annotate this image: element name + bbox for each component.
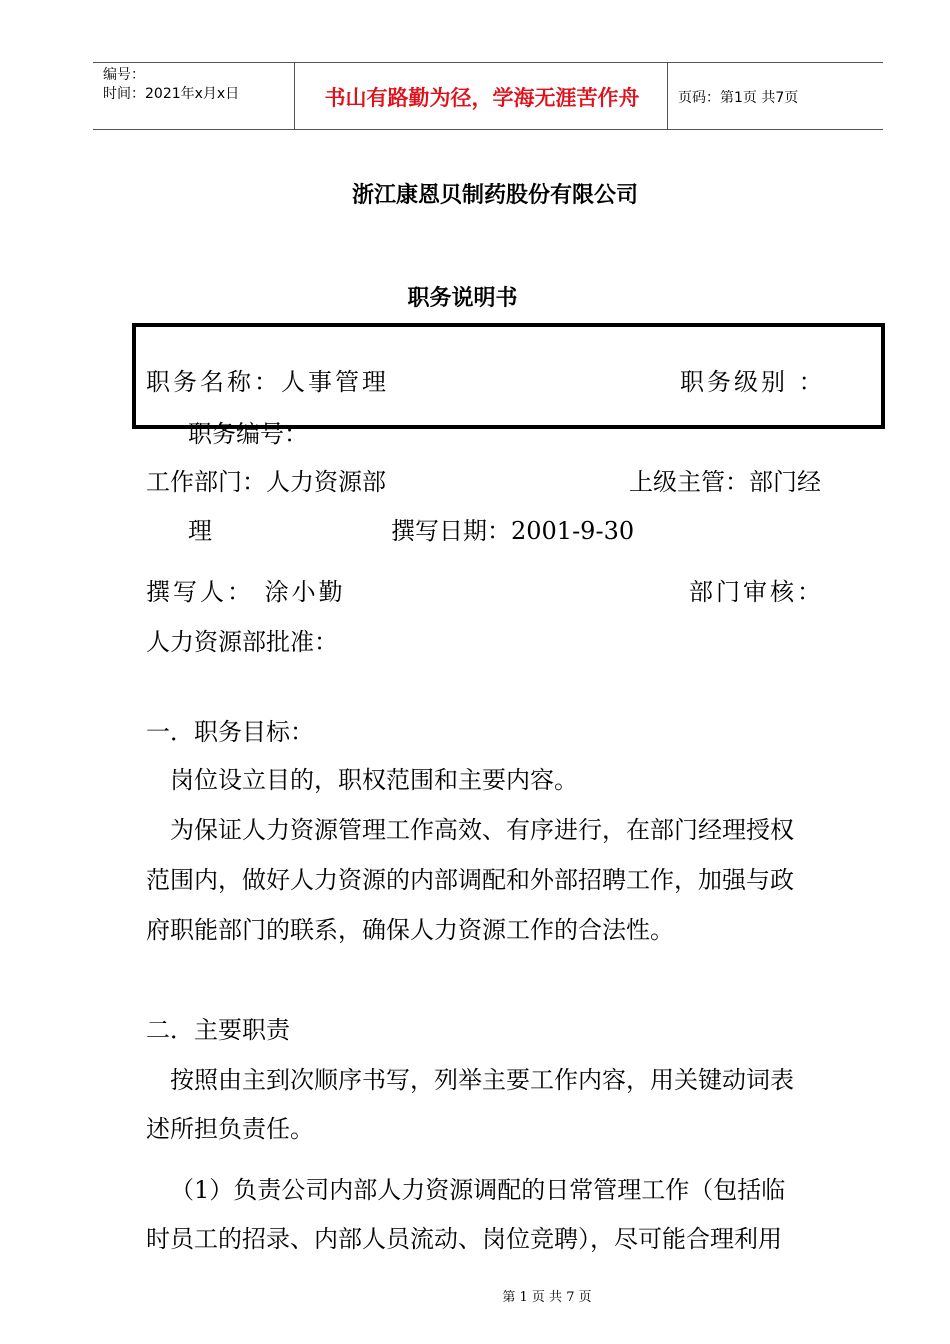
header-page-number: 页码：第1页 共7页 <box>678 90 799 106</box>
duty-item1-line1: （1）负责公司内部人力资源调配的日常管理工作（包括临 <box>170 1176 786 1204</box>
header-number: 编号： <box>103 67 145 83</box>
hr-approval: 人力资源部批准： <box>146 628 338 656</box>
duty-item1-line2: 时员工的招录、内部人员流动、岗位竞聘），尽可能合理利用 <box>146 1225 782 1253</box>
header-motto: 书山有路勤为径，学海无涯苦作舟 <box>324 86 640 110</box>
section2-intro-line2: 述所担负责任。 <box>146 1115 314 1143</box>
header-top-rule <box>93 62 883 63</box>
department-review: 部门审核： <box>689 578 824 606</box>
company-name: 浙江康恩贝制药股份有限公司 <box>351 183 638 208</box>
section2-intro-line1: 按照由主到次顺序书写，列举主要工作内容，用关键动词表 <box>170 1066 794 1094</box>
supervisor-continued: 理 <box>188 517 212 545</box>
job-level: 职务级别 ： <box>680 368 826 396</box>
section1-paragraph-line3: 府职能部门的联系，确保人力资源工作的合法性。 <box>146 916 674 944</box>
header-time: 时间：2021年x月x日 <box>103 86 240 102</box>
supervisor: 上级主管：部门经 <box>629 468 821 496</box>
header-divider-left <box>294 62 295 130</box>
page-footer: 第 1 页 共 7 页 <box>502 1290 592 1305</box>
job-name: 职务名称：人事管理 <box>146 368 389 396</box>
department: 工作部门：人力资源部 <box>146 468 386 496</box>
section2-title: 二．主要职责 <box>146 1016 290 1044</box>
section1-intro: 岗位设立目的，职权范围和主要内容。 <box>170 766 578 794</box>
document-title: 职务说明书 <box>407 286 518 311</box>
section1-paragraph-line2: 范围内，做好人力资源的内部调配和外部招聘工作，加强与政 <box>146 866 794 894</box>
header-bottom-rule <box>93 129 883 130</box>
author: 撰写人： 涂小勤 <box>146 578 346 606</box>
section1-paragraph-line1: 为保证人力资源管理工作高效、有序进行，在部门经理授权 <box>170 816 794 844</box>
section1-title: 一．职务目标： <box>146 718 314 746</box>
job-number: 职务编号： <box>188 420 308 448</box>
write-date: 撰写日期：2001-9-30 <box>391 517 635 545</box>
